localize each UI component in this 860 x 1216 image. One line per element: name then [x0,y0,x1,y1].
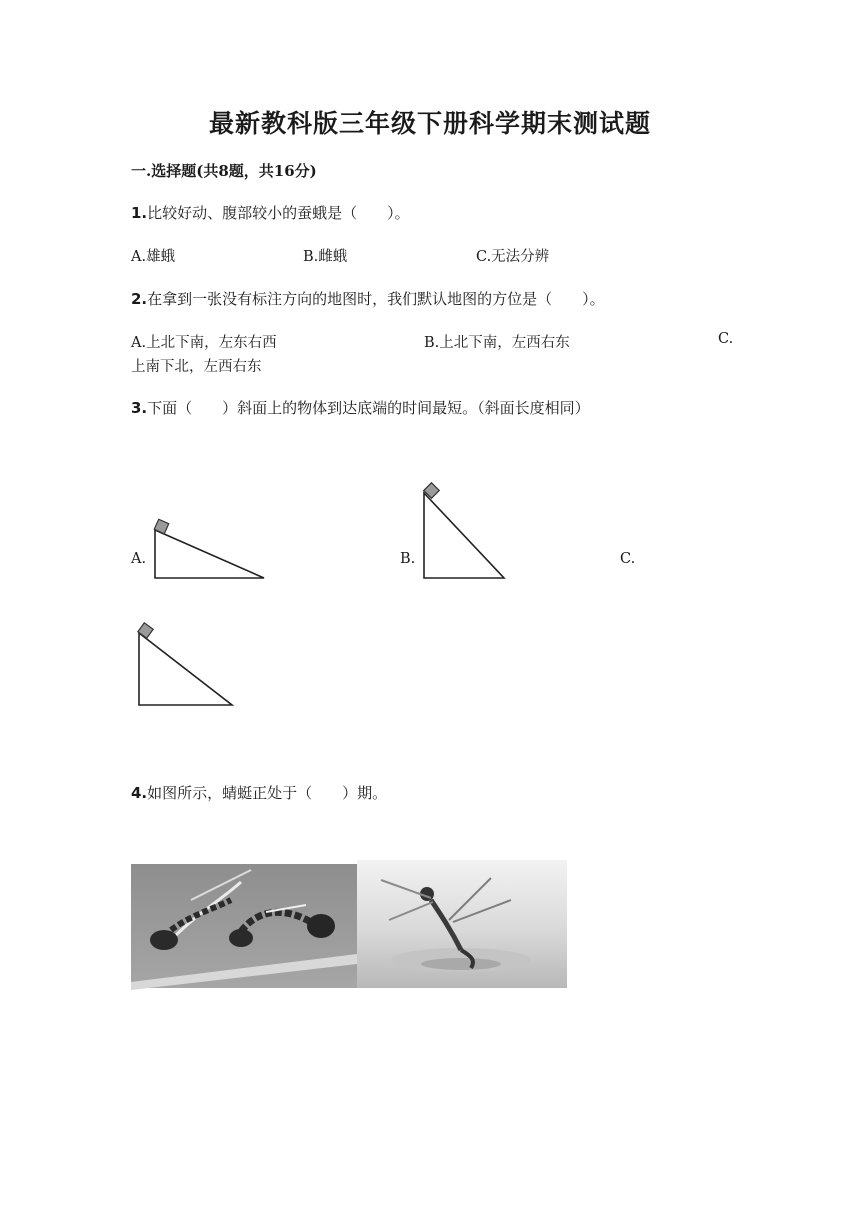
page-title: 最新教科版三年级下册科学期末测试题 [208,109,651,138]
question-2 [131,288,605,309]
q2-option-a[interactable]: A.上北下南，左东右西 [131,335,277,351]
incline-diagram-c [134,623,238,709]
section-heading: 一.选择题(共8题，共16分) [131,162,317,180]
dragonfly-photo [131,860,567,990]
q1-option-c[interactable]: C.无法分辨 [476,249,550,265]
question-number: 2. [131,290,148,308]
q1-option-a[interactable]: A.雄蛾 [131,249,176,265]
incline-diagram-b [418,483,510,583]
q3-option-b[interactable]: B. [400,551,416,567]
incline-diagram-a [150,518,270,582]
q2-option-b[interactable]: B.上北下南，左西右东 [424,335,570,351]
question-number: 3. [131,399,148,417]
question-text: 如图所示，蜻蜓正处于（ ）期。 [147,784,388,802]
question-text: 下面（ ）斜面上的物体到达底端的时间最短。（斜面长度相同） [147,399,590,417]
question-number: 1. [131,204,148,222]
q3-option-c[interactable]: C. [620,551,636,567]
q3-option-a[interactable]: A. [131,551,147,567]
question-3 [131,397,590,418]
question-text: 比较好动、腹部较小的蚕蛾是（ ）。 [147,204,410,222]
q1-option-b[interactable]: B.雌蛾 [303,249,348,265]
q2-option-c[interactable]: C. [718,331,734,347]
question-number: 4. [131,784,148,802]
q2-option-c-text[interactable]: 上南下北，左西右东 [131,359,262,375]
question-4 [131,782,387,803]
question-1 [131,202,410,223]
question-text: 在拿到一张没有标注方向的地图时，我们默认地图的方位是（ ）。 [147,290,605,308]
